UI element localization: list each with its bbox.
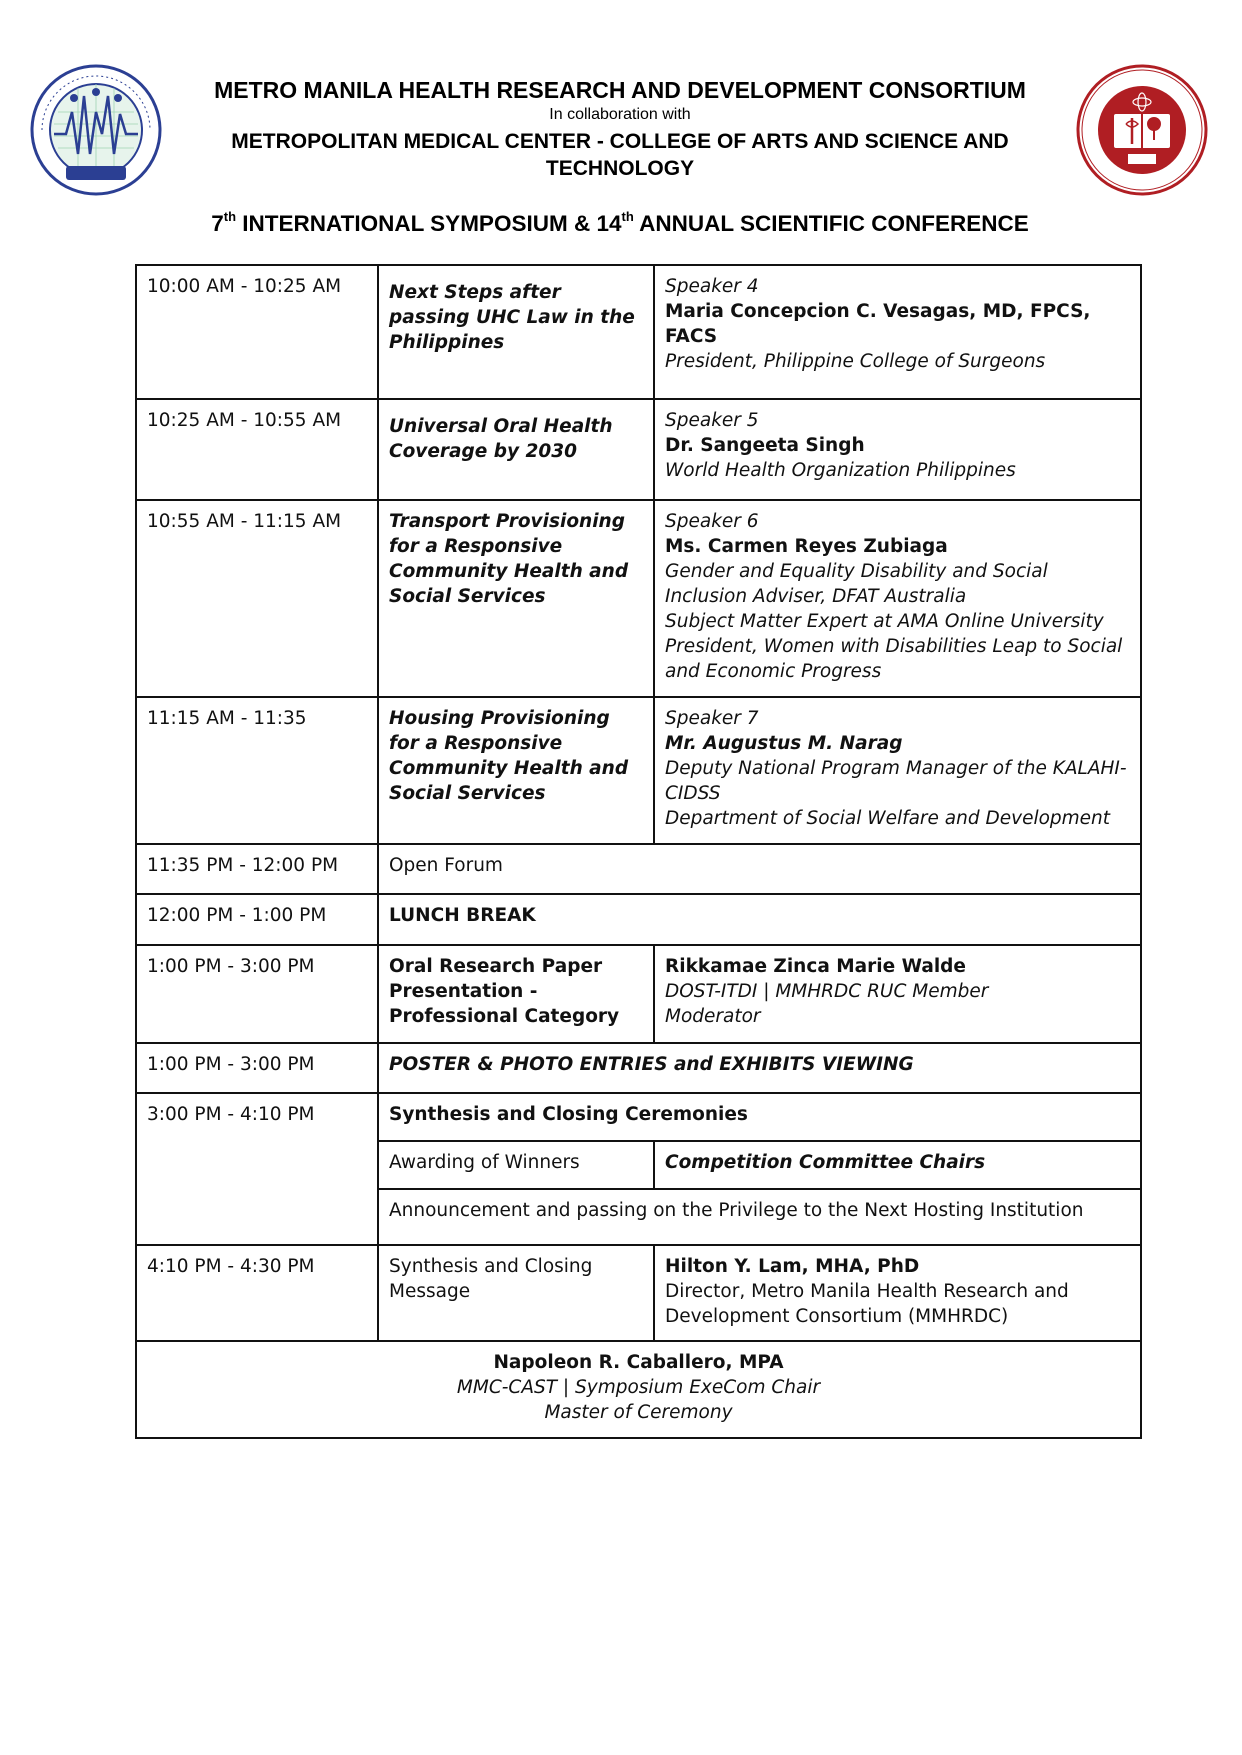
- time-cell: 4:10 PM - 4:30 PM: [136, 1245, 378, 1341]
- speaker-affiliation: Subject Matter Expert at AMA Online University: [665, 611, 1104, 632]
- session-topic: Universal Oral Health Coverage by 2030: [389, 416, 613, 462]
- table-row: [136, 697, 1141, 844]
- speaker-tag: Speaker 4: [665, 276, 759, 297]
- session-cell: Awarding of Winners: [378, 1141, 654, 1189]
- speaker-cell: [654, 500, 1141, 697]
- event-title: 7th INTERNATIONAL SYMPOSIUM & 14th ANNUAL SCIENTIFIC CONFERENCE: [211, 209, 1029, 236]
- time-cell: 1:00 PM - 3:00 PM: [136, 1043, 378, 1093]
- topic-cell: Synthesis and Closing Message: [378, 1245, 654, 1341]
- table-row: [136, 1245, 1141, 1341]
- topic-cell: [378, 500, 654, 697]
- speaker-role: Director, Metro Manila Health Research and Development Consortium (MMHRDC): [665, 1281, 1069, 1327]
- table-row: [136, 1341, 1141, 1438]
- speaker-affiliation: World Health Organization Philippines: [665, 460, 1016, 481]
- table-row: [136, 399, 1141, 500]
- session-cell: Open Forum: [378, 844, 1141, 894]
- moderator-role: Moderator: [665, 1006, 761, 1027]
- schedule-table: [135, 264, 1142, 1439]
- time-cell: 10:00 AM - 10:25 AM: [136, 265, 378, 399]
- moderator-affiliation: DOST-ITDI | MMHRDC RUC Member: [665, 981, 989, 1002]
- time-cell: 3:00 PM - 4:10 PM: [136, 1093, 378, 1245]
- topic-cell: Oral Research Paper Presentation - Professional Category: [378, 945, 654, 1043]
- time-cell: 11:15 AM - 11:35: [136, 697, 378, 844]
- speaker-cell: [654, 1245, 1141, 1341]
- speaker-cell: [654, 697, 1141, 844]
- topic-cell: [378, 265, 654, 399]
- emcee-cell: [136, 1341, 1141, 1438]
- table-row: [136, 1043, 1141, 1093]
- time-cell: 10:25 AM - 10:55 AM: [136, 399, 378, 500]
- document-header: [0, 0, 1242, 260]
- speaker-cell: [654, 945, 1141, 1043]
- speaker-tag: Speaker 7: [665, 708, 759, 729]
- session-topic: Housing Provisioning for a Responsive Community Health and Social Services: [389, 708, 629, 804]
- speaker-affiliation: Department of Social Welfare and Development: [665, 808, 1111, 829]
- speaker-name: Dr. Sangeeta Singh: [665, 435, 865, 456]
- consortium-title: METRO MANILA HEALTH RESEARCH AND DEVELOPMENT CONSORTIUM: [214, 77, 1026, 103]
- session-cell: Synthesis and Closing Ceremonies: [378, 1093, 1141, 1141]
- session-cell: LUNCH BREAK: [378, 894, 1141, 945]
- speaker-name: Hilton Y. Lam, MHA, PhD: [665, 1256, 920, 1277]
- topic-cell: [378, 399, 654, 500]
- table-row: [136, 844, 1141, 894]
- moderator-name: Rikkamae Zinca Marie Walde: [665, 956, 966, 977]
- table-row: [136, 500, 1141, 697]
- mmc-cast-seal: [1074, 62, 1210, 198]
- speaker-affiliation: President, Philippine College of Surgeons: [665, 351, 1046, 372]
- speaker-name: Mr. Augustus M. Narag: [665, 733, 903, 754]
- speaker-tag: Speaker 6: [665, 511, 759, 532]
- speaker-name: Ms. Carmen Reyes Zubiaga: [665, 536, 948, 557]
- speaker-cell: [654, 399, 1141, 500]
- table-row: [136, 945, 1141, 1043]
- time-cell: 11:35 PM - 12:00 PM: [136, 844, 378, 894]
- mmhrdc-logo: [28, 62, 164, 198]
- collaboration-note: In collaboration with: [549, 106, 691, 123]
- emcee-affiliation: MMC-CAST | Symposium ExeCom Chair: [456, 1377, 821, 1398]
- speaker-affiliation: Deputy National Program Manager of the KALAHI-CIDSS: [665, 758, 1127, 804]
- emcee-name: Napoleon R. Caballero, MPA: [493, 1352, 784, 1373]
- session-cell: Announcement and passing on the Privilege to the Next Hosting Institution: [378, 1189, 1141, 1245]
- time-cell: 1:00 PM - 3:00 PM: [136, 945, 378, 1043]
- speaker-affiliation: Gender and Equality Disability and Social Inclusion Adviser, DFAT Australia: [665, 561, 1048, 607]
- speaker-affiliation: President, Women with Disabilities Leap to Social and Economic Progress: [665, 636, 1123, 682]
- session-topic: Transport Provisioning for a Responsive Community Health and Social Services: [389, 511, 629, 607]
- topic-cell: [378, 697, 654, 844]
- session-cell: Competition Committee Chairs: [654, 1141, 1141, 1189]
- table-row: [136, 1093, 1141, 1141]
- speaker-tag: Speaker 5: [665, 410, 759, 431]
- partner-title: METROPOLITAN MEDICAL CENTER - COLLEGE OF ARTS AND SCIENCE AND TECHNOLOGY: [231, 130, 1009, 180]
- speaker-cell: [654, 265, 1141, 399]
- time-cell: 10:55 AM - 11:15 AM: [136, 500, 378, 697]
- emcee-role: Master of Ceremony: [544, 1402, 733, 1423]
- session-topic: Next Steps after passing UHC Law in the Philippines: [389, 282, 635, 353]
- session-cell: POSTER & PHOTO ENTRIES and EXHIBITS VIEWING: [378, 1043, 1141, 1093]
- table-row: [136, 265, 1141, 399]
- table-row: [136, 894, 1141, 945]
- speaker-name: Maria Concepcion C. Vesagas, MD, FPCS, FACS: [665, 301, 1091, 347]
- time-cell: 12:00 PM - 1:00 PM: [136, 894, 378, 945]
